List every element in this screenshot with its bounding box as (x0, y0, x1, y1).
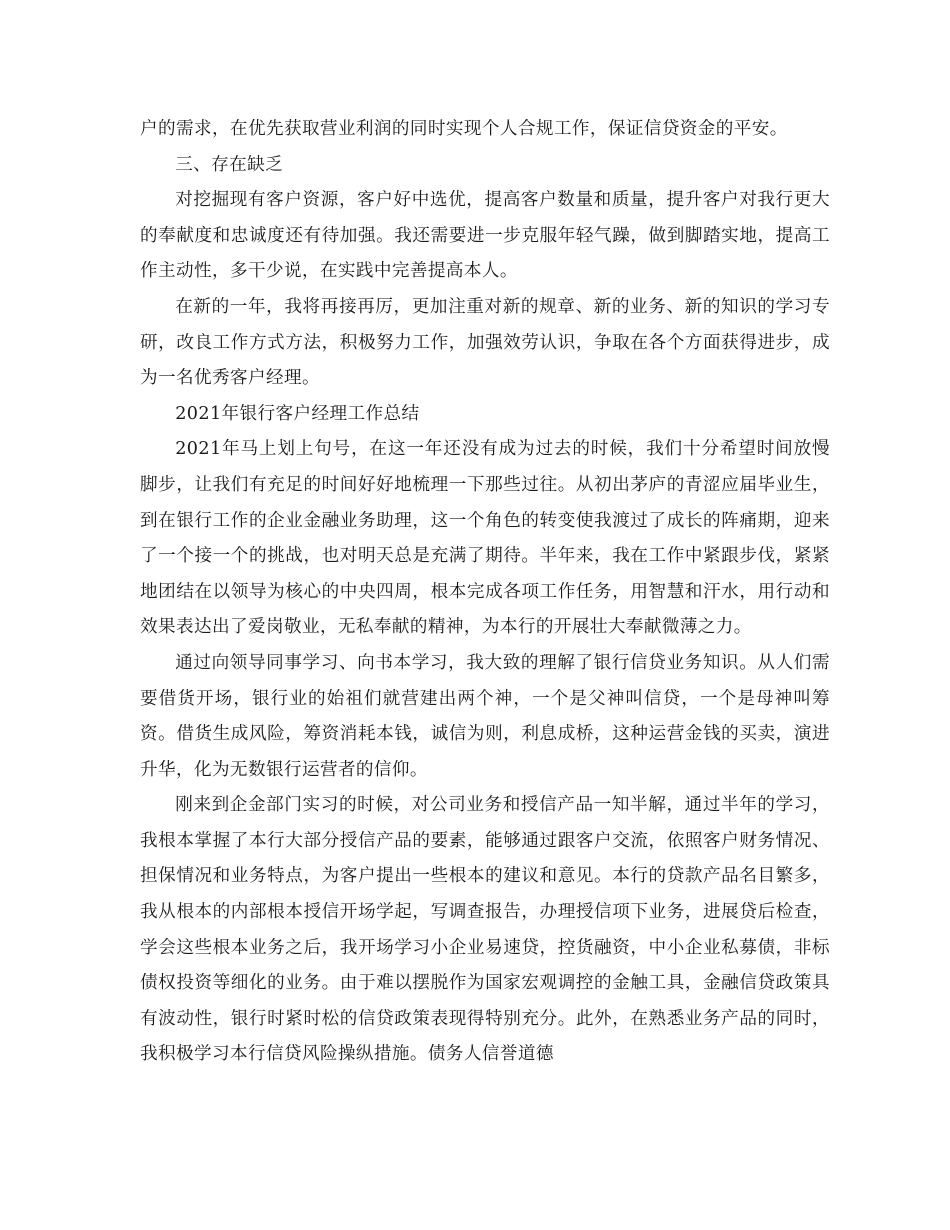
paragraph-shortcomings: 对挖掘现有客户资源，客户好中选优，提高客户数量和质量，提升客户对我行更大的奉献度和忠诚度还有待加强。我还需要进一步克服年轻气躁，做到脚踏实地，提高工作主动性，多干少说，在实践中完善提高本人。 (140, 190, 830, 282)
section-heading-shortcomings: 三、存在缺乏 (175, 154, 284, 175)
paragraph-continuation: 户的需求，在优先获取营业利润的同时实现个人合规工作，保证信贷资金的平安。 (140, 119, 788, 139)
paragraph-learning: 通过向领导同事学习、向书本学习，我大致的理解了银行信贷业务知识。从人们需要借货开场，银行业的始祖们就营建出两个神，一个是父神叫信贷，一个是母神叫筹资。借货生成风险，筹资消耗本钱，诚信为则，利息成桥，这种运营金钱的买卖，演进升华，化为无数银行运营者的信仰。 (140, 652, 830, 780)
document-title: 2021年银行客户经理工作总结 (175, 403, 420, 424)
paragraph-intro: 2021年马上划上句号，在这一年还没有成为过去的时候，我们十分希望时间放慢脚步，让我们有充足的时间好好地梳理一下那些过往。从初出茅庐的青涩应届毕业生，到在银行工作的企业金融业务助理，这一个角色的转变使我渡过了成长的阵痛期，迎来了一个接一个的挑战，也对明天总是充满了期待。半年来，我在工作中紧跟步伐，紧紧地团结在以领导为核心的中央四周，根本完成各项工作任务，用智慧和汗水，用行动和效果表达出了爱岗敬业，无私奉献的精神，为本行的开展壮大奉献微薄之力。 (140, 439, 830, 638)
paragraph-new-year-plan: 在新的一年，我将再接再厉，更加注重对新的规章、新的业务、新的知识的学习专研，改良工作方式方法，积极努力工作，加强效劳认识，争取在各个方面获得进步，成为一名优秀客户经理。 (140, 296, 830, 389)
paragraph-internship: 刚来到企金部门实习的时候，对公司业务和授信产品一知半解，通过半年的学习，我根本掌握了本行大部分授信产品的要素，能够通过跟客户交流，依照客户财务情况、担保情况和业务特点，为客户提出一些根本的建议和意见。本行的贷款产品名目繁多，我从根本的内部根本授信开场学起，写调查报告，办理授信项下业务，进展贷后检查，学会这些根本业务之后，我开场学习小企业易速贷，控货融资，中小企业私募债，非标债权投资等细化的业务。由于难以摆脱作为国家宏观调控的金触工具，金融信贷政策具有波动性，银行时紧时松的信贷政策表现得特别充分。此外，在熟悉业务产品的同时，我积极学习本行信贷风险操纵措施。债务人信誉道德 (140, 795, 830, 1065)
document-body (140, 112, 830, 1073)
